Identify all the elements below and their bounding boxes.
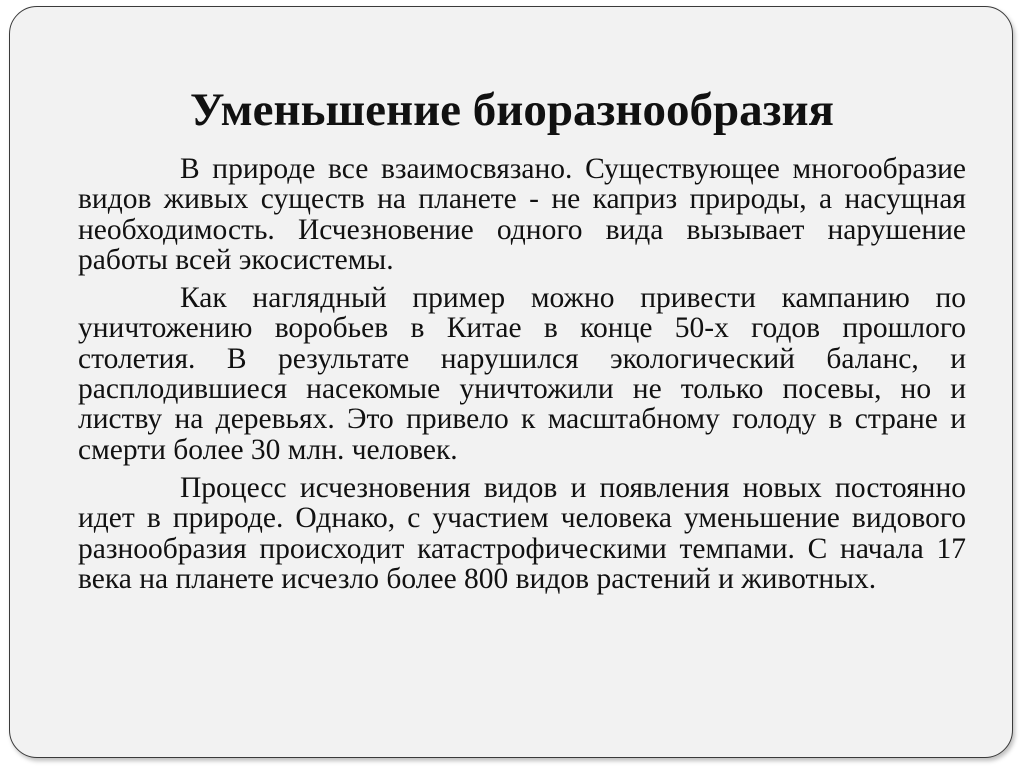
slide-body bbox=[78, 154, 966, 602]
paragraph-2: Как наглядный пример можно привести кампанию по уничтожению воробьев в Китае в конце 50-х годов прошлого столетия. В результате нарушился экологический баланс, и расплодившиеся насекомые уничтожили не только посевы, но и листву на деревьях. Это привело к масштабному голоду в стране и смерти более 30 млн. человек. bbox=[78, 282, 966, 466]
slide-title: Уменьшение биоразнообразия bbox=[190, 84, 834, 136]
paragraph-1: В природе все взаимосвязано. Существующее многообразие видов живых существ на планете - не каприз природы, а насущная необходимость. Исчезновение одного вида вызывает нарушение работы всей экосистемы. bbox=[78, 153, 966, 276]
paragraph-3: Процесс исчезновения видов и появления новых постоянно идет в природе. Однако, с участием человека уменьшение видового разнообразия происходит катастрофическими темпами. С начала 17 века на планете исчезло более 800 видов растений и животных. bbox=[78, 471, 966, 595]
